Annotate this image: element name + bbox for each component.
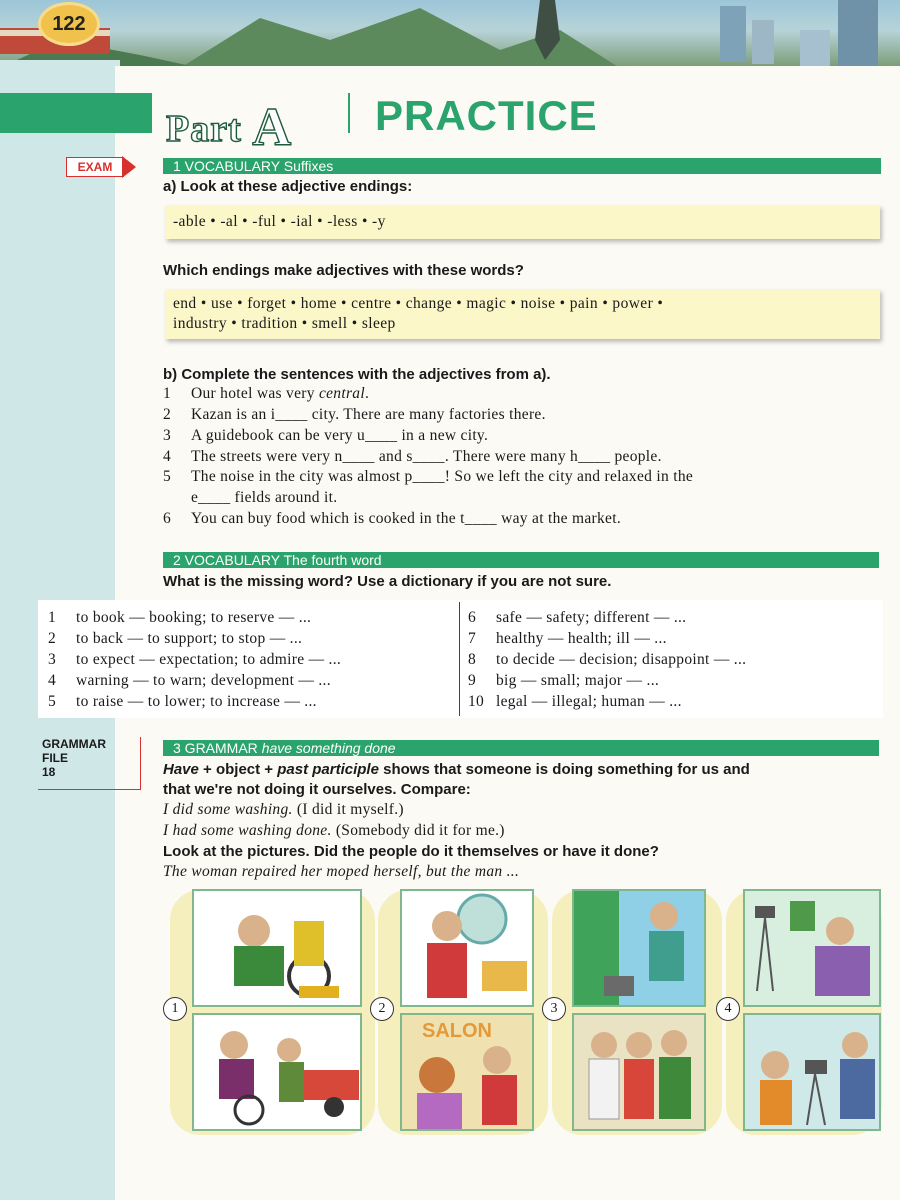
example-sentence-2: I had some washing done. (Somebody did it for me.): [163, 822, 505, 839]
table-divider: [459, 602, 460, 716]
words-line: industry • tradition • smell • sleep: [173, 315, 396, 332]
pair-row: 2 to back — to support; to stop — ...: [48, 630, 303, 647]
top-banner-photo: [0, 0, 900, 68]
section3-heading: 3 GRAMMAR have something done: [163, 740, 879, 756]
picture-1a-woman-repairing-moped: [192, 889, 362, 1007]
pair-row: 7 healthy — health; ill — ...: [468, 630, 667, 647]
words-line: end • use • forget • home • centre • change • magic • noise • pain • power •: [173, 295, 664, 312]
pair-row: 10 legal — illegal; human — ...: [468, 693, 682, 710]
sentence: 6 You can buy food which is cooked in the t____ way at the market.: [163, 510, 622, 527]
pair-row: 3 to expect — expectation; to admire — ...: [48, 651, 342, 668]
exam-tag: EXAM: [66, 157, 124, 177]
picture-number-2: 2: [370, 997, 394, 1021]
section1-question-words: Which endings make adjectives with these words?: [163, 262, 524, 279]
picture-3b-painters-at-work: [572, 1013, 706, 1131]
picture-4b-man-being-filmed: [743, 1013, 881, 1131]
example-answer: The woman repaired her moped herself, but the man ...: [163, 863, 520, 880]
section2-question: What is the missing word? Use a dictionary if you are not sure.: [163, 573, 612, 590]
sentence: 4 The streets were very n____ and s____. There were many h____ people.: [163, 448, 662, 465]
salon-sign: SALON: [422, 1020, 492, 1042]
landscape-illustration: [0, 0, 900, 68]
picture-2a-boy-combing-hair: [400, 889, 534, 1007]
pair-row: 1 to book — booking; to reserve — ...: [48, 609, 312, 626]
picture-1b-man-at-garage: [192, 1013, 362, 1131]
exam-arrow-icon: [122, 156, 136, 178]
picture-number-1: 1: [163, 997, 187, 1021]
grammar-file-tag: GRAMMAR FILE 18: [38, 737, 141, 790]
sentence: 1 Our hotel was very central.: [163, 385, 370, 402]
sentence: 5 The noise in the city was almost p____! So we left the city and relaxed in the: [163, 468, 694, 485]
pair-row: 4 warning — to warn; development — ...: [48, 672, 331, 689]
picture-4a-woman-filming-herself: [743, 889, 881, 1007]
pair-row: 8 to decide — decision; disappoint — ...: [468, 651, 747, 668]
sentence: e____ fields around it.: [191, 489, 338, 506]
picture-2b-girl-at-hair-salon: [400, 1013, 534, 1131]
words-box: [165, 289, 880, 339]
picture-number-4: 4: [716, 997, 740, 1021]
pictures-question: Look at the pictures. Did the people do it themselves or have it done?: [163, 843, 659, 860]
pair-row: 5 to raise — to lower; to increase — ...: [48, 693, 317, 710]
page-title: PRACTICE: [375, 92, 598, 139]
page-number: 122: [38, 2, 100, 46]
section1-question-a: a) Look at these adjective endings:: [163, 178, 413, 195]
sentence: 3 A guidebook can be very u____ in a new city.: [163, 427, 489, 444]
picture-number-3: 3: [542, 997, 566, 1021]
picture-3a-boy-painting-wall: [572, 889, 706, 1007]
example-sentence-1: I did some washing. (I did it myself.): [163, 801, 404, 818]
pair-row: 9 big — small; major — ...: [468, 672, 660, 689]
pair-row: 6 safe — safety; different — ...: [468, 609, 687, 626]
section2-heading: 2 VOCABULARY The fourth word: [163, 552, 879, 568]
endings-box: -able • -al • -ful • -ial • -less • -y: [165, 205, 880, 239]
grammar-rule: Have + object + past participle shows that someone is doing something for us and that we're not doing it ourselves. Compare:: [163, 761, 750, 798]
sentence: 2 Kazan is an i____ city. There are many factories there.: [163, 406, 546, 423]
section1-question-b: b) Complete the sentences with the adjectives from a).: [163, 366, 551, 383]
section1-heading: 1 VOCABULARY Suffixes: [163, 158, 881, 174]
part-label: Part A: [166, 97, 293, 157]
